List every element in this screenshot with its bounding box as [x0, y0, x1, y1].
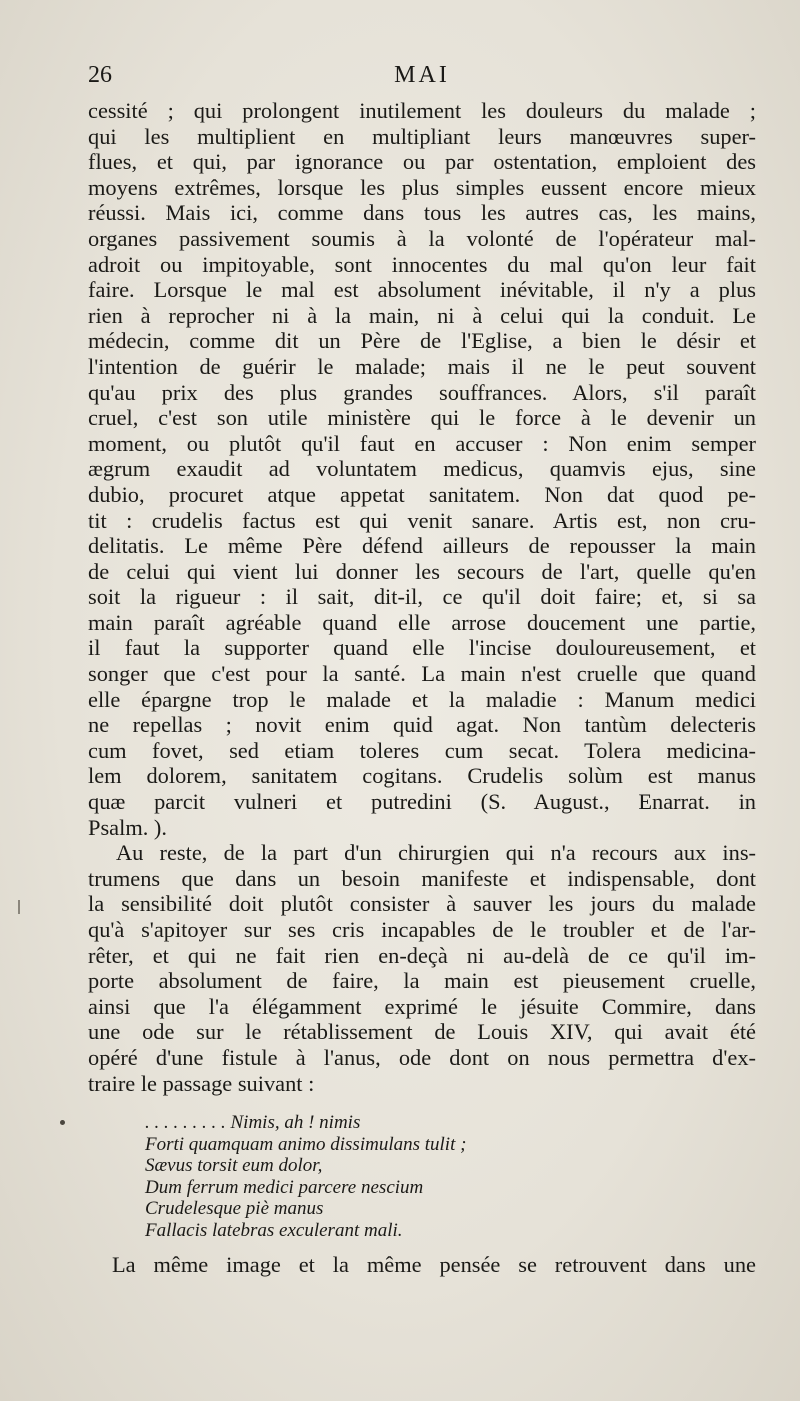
- text-line: qu'à s'apitoyer sur ses cris incapables de le troubler et de l'ar-: [88, 917, 756, 942]
- text-line: rien à reprocher ni à la main, ni à celui qui la conduit. Le: [88, 302, 756, 328]
- text-line: ne repellas ; novit enim quid agat. Non tantùm delecteris: [88, 712, 756, 738]
- page-header: [88, 62, 756, 96]
- text-line: cruel, c'est son utile ministère qui le force à le devenir un: [88, 405, 756, 431]
- verse-line: Forti quamquam animo dissimulans tulit ;: [145, 1133, 467, 1155]
- margin-mark: [18, 900, 20, 914]
- text-line: traire le passage suivant :: [88, 1070, 315, 1096]
- text-line: Psalm. ).: [88, 814, 167, 840]
- text-line: médecin, comme dit un Père de l'Eglise, a bien le désir et: [88, 328, 756, 354]
- text-line: porte absolument de faire, la main est pieusement cruelle,: [88, 968, 756, 994]
- text-line: lem dolorem, sanitatem cogitans. Crudelis solùm est manus: [88, 763, 756, 789]
- text-line: organes passivement soumis à la volonté de l'opérateur mal-: [88, 225, 756, 251]
- verse-line: Crudelesque piè manus: [145, 1198, 324, 1219]
- text-line: Au reste, de la part d'un chirurgien qui n'a recours aux ins-: [116, 840, 756, 866]
- verse-line: Fallacis latebras exculerant mali.: [145, 1219, 403, 1241]
- text-line: main paraît agréable quand elle arrose doucement une partie,: [88, 609, 756, 635]
- closing-line: La même image et la même pensée se retrouvent dans une: [112, 1252, 756, 1277]
- text-line: flues, et qui, par ignorance ou par ostentation, emploient des: [88, 149, 756, 175]
- running-title: MAI: [394, 62, 450, 88]
- text-line: il faut la supporter quand elle l'incise douloureusement, et: [88, 635, 756, 661]
- text-line: adroit ou impitoyable, sont innocentes du mal qu'on leur fait: [88, 251, 756, 277]
- paragraph-2: [88, 840, 756, 1096]
- margin-dot: [60, 1120, 65, 1125]
- text-line: cessité ; qui prolongent inutilement les douleurs du malade ;: [88, 98, 756, 123]
- verse-line: . . . . . . . . . Nimis, ah ! nimis: [145, 1112, 361, 1133]
- text-line: delitatis. Le même Père défend ailleurs de repousser la main: [88, 533, 756, 559]
- page-number: 26: [88, 62, 112, 88]
- text-line: ainsi que l'a élégamment exprimé le jésuite Commire, dans: [88, 993, 756, 1019]
- main-text: [88, 98, 756, 1096]
- text-line: rêter, et qui ne fait rien en-deçà ni au-delà de ce qu'il im-: [88, 942, 756, 968]
- verse-line: Sævus torsit eum dolor,: [145, 1155, 323, 1176]
- text-line: moyens extrêmes, lorsque les plus simples eussent encore mieux: [88, 174, 756, 200]
- text-line: faire. Lorsque le mal est absolument inévitable, il n'y a plus: [88, 277, 756, 303]
- text-line: la sensibilité doit plutôt consister à sauver les jours du malade: [88, 891, 756, 917]
- text-line: dubio, procuret atque appetat sanitatem. Non dat quod pe-: [88, 481, 756, 507]
- text-line: qui les multiplient en multipliant leurs manœuvres super-: [88, 123, 756, 149]
- text-line: elle épargne trop le malade et la maladie : Manum medici: [88, 686, 756, 712]
- text-line: trumens que dans un besoin manifeste et indispensable, dont: [88, 865, 756, 891]
- text-line: une ode sur le rétablissement de Louis XIV, qui avait été: [88, 1019, 756, 1045]
- verse-quotation: [145, 1112, 585, 1241]
- text-line: soit la rigueur : il sait, dit-il, ce qu'il doit faire; et, si sa: [88, 584, 756, 610]
- text-line: quæ parcit vulneri et putredini (S. August., Enarrat. in: [88, 789, 756, 815]
- text-line: cum fovet, sed etiam toleres cum secat. Tolera medicina-: [88, 737, 756, 763]
- text-line: ægrum exaudit ad voluntatem medicus, quamvis ejus, sine: [88, 456, 756, 482]
- text-line: tit : crudelis factus est qui venit sanare. Artis est, non cru-: [88, 507, 756, 533]
- text-line: de celui qui vient lui donner les secours de l'art, quelle qu'en: [88, 558, 756, 584]
- paragraph-1: [88, 98, 756, 840]
- text-line: opéré d'une fistule à l'anus, ode dont on nous permettra d'ex-: [88, 1044, 756, 1070]
- text-line: moment, ou plutôt qu'il faut en accuser : Non enim semper: [88, 430, 756, 456]
- verse-line: Dum ferrum medici parcere nescium: [145, 1176, 424, 1198]
- text-line: réussi. Mais ici, comme dans tous les autres cas, les mains,: [88, 200, 756, 226]
- text-line: qu'au prix des plus grandes souffrances. Alors, s'il paraît: [88, 379, 756, 405]
- text-line: songer que c'est pour la santé. La main n'est cruelle que quand: [88, 661, 756, 687]
- text-line: l'intention de guérir le malade; mais il ne le peut souvent: [88, 353, 756, 379]
